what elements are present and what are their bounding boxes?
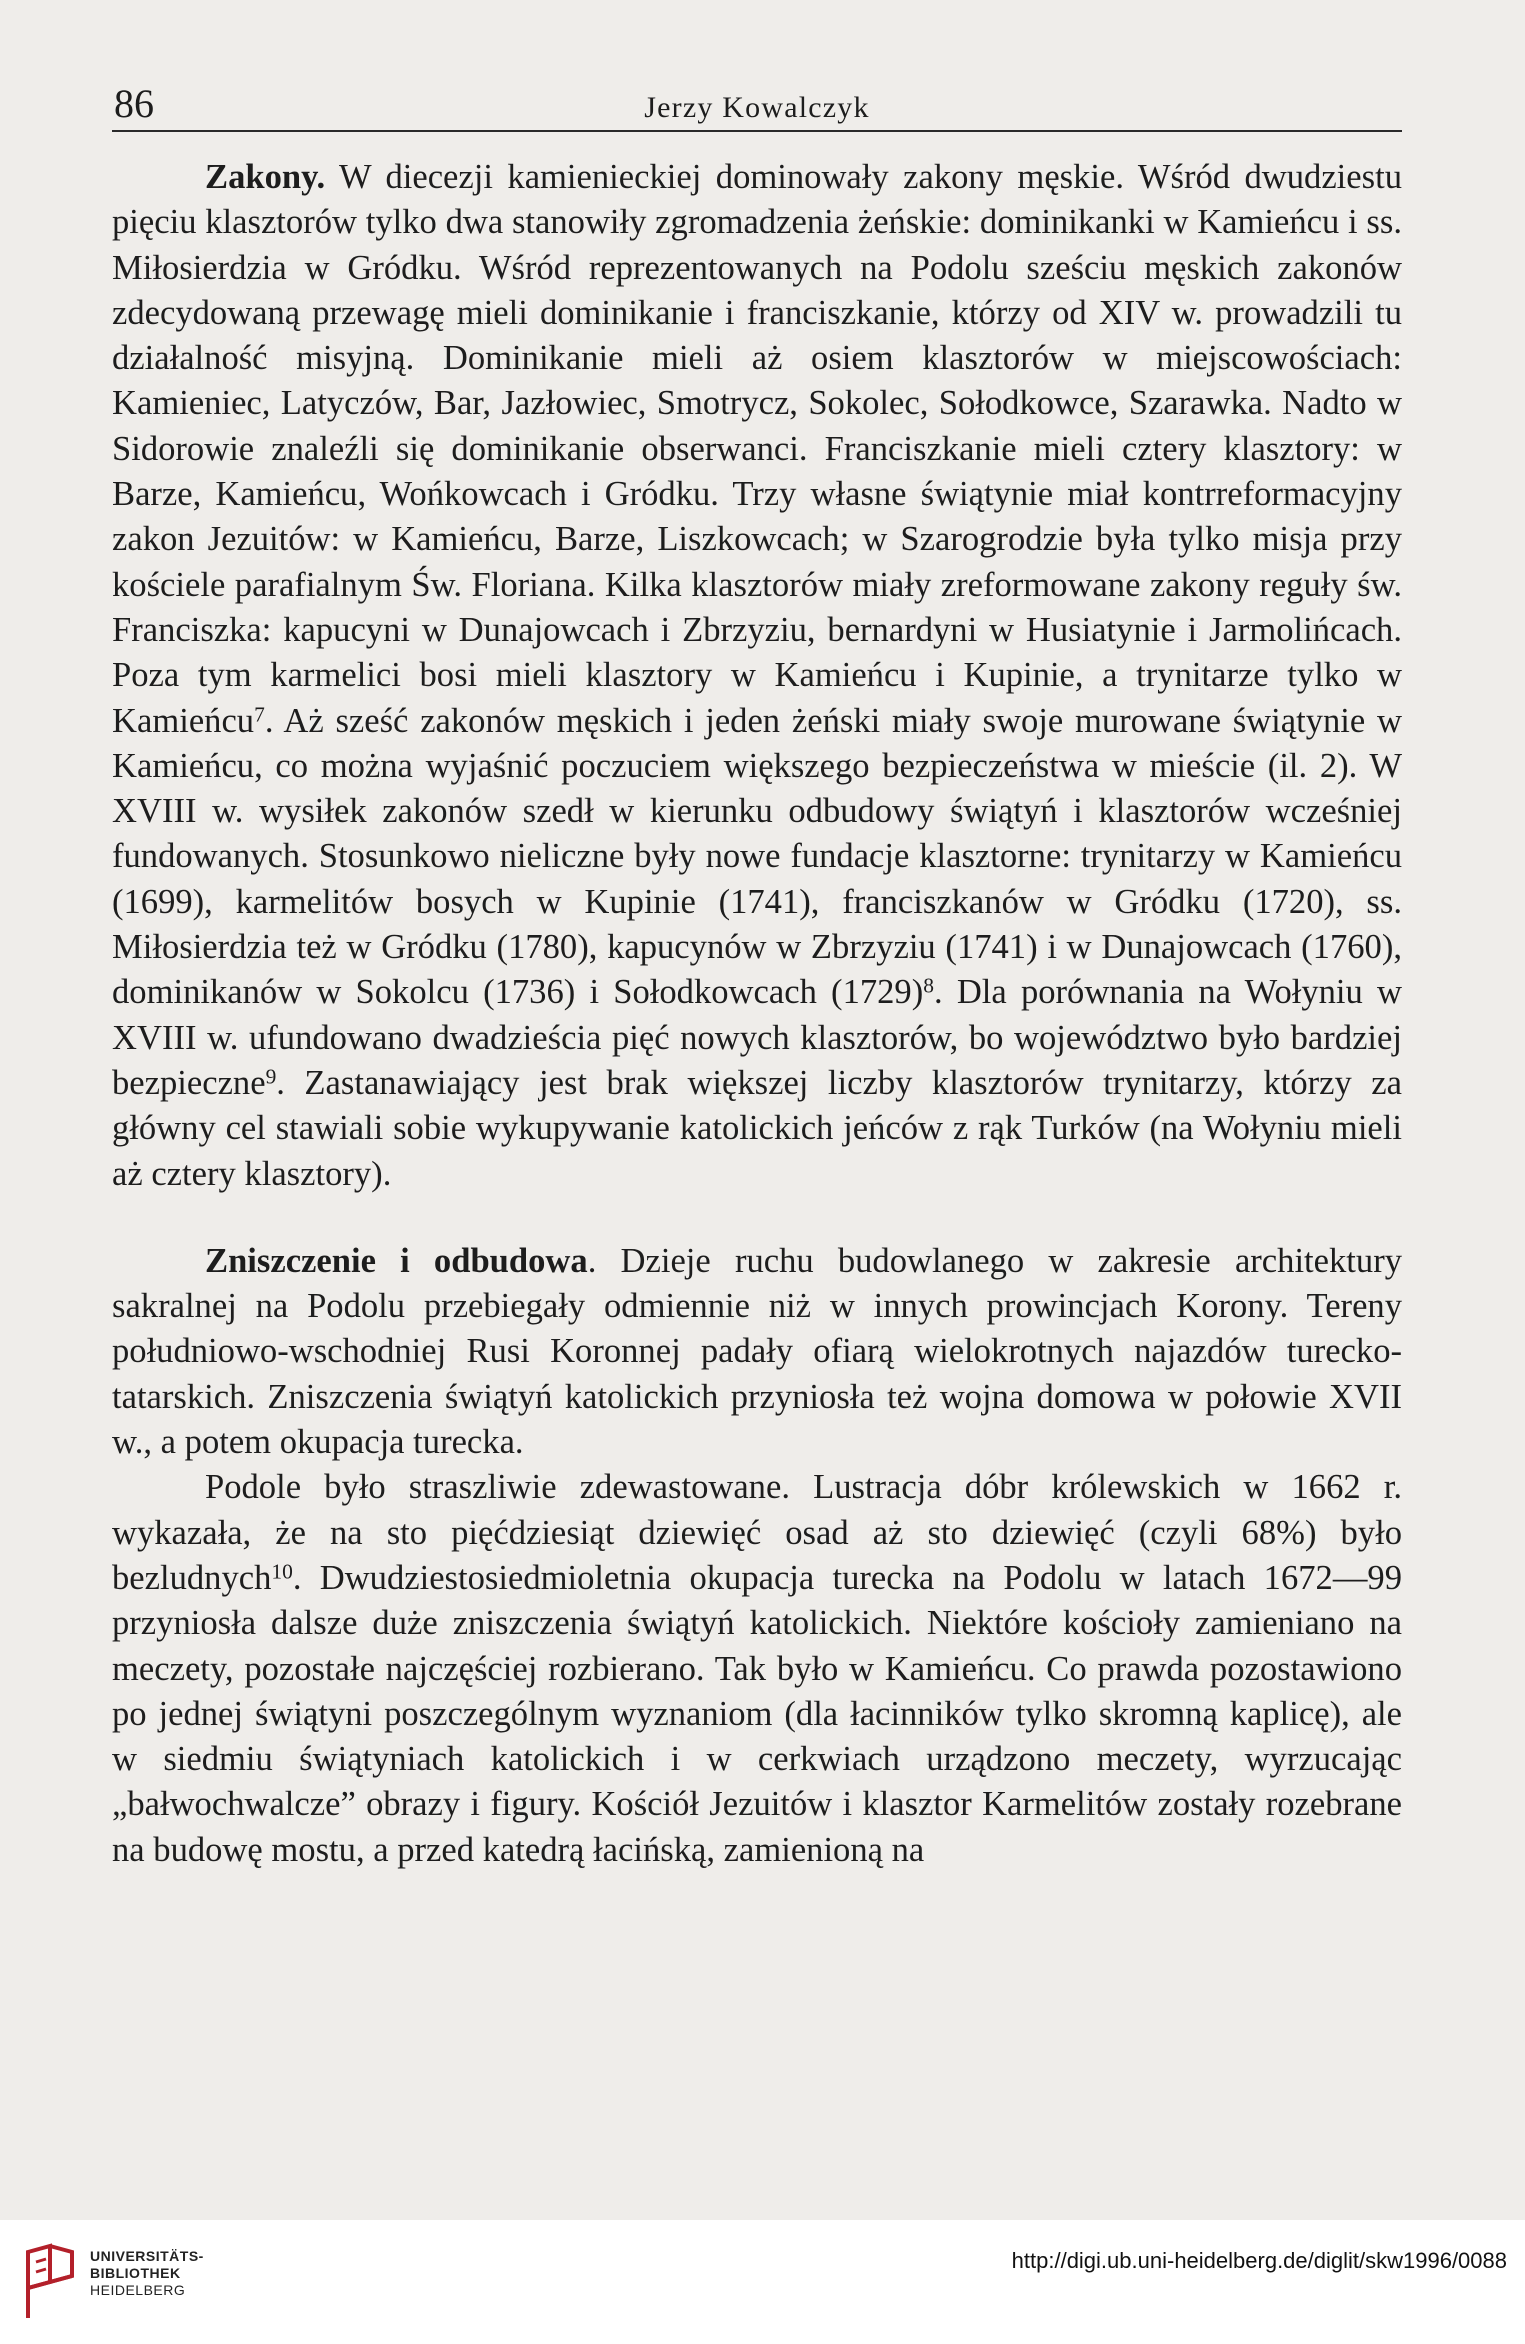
page-header	[112, 78, 1402, 132]
paragraph	[112, 1239, 1402, 1465]
ub-heidelberg-logo-icon	[20, 2242, 84, 2322]
footnote-ref: 8	[923, 973, 934, 998]
paragraph	[112, 155, 1402, 1197]
footnote-ref: 10	[271, 1559, 293, 1584]
text-run: W diecezji kamienieckiej dominowały zakony męskie. Wśród dwudziestu pięciu klasztorów tylko dwa stanowiły zgromadzenia żeńskie: dominikanki w Kamieńcu i ss. Miłosierdzia w Gródku. Wśród reprezentowanych na Podolu sześciu męskich zakonów zdecydowaną przewagę mieli dominikanie i franciszkanie, którzy od XIV w. prowadzili tu działalność misyjną. Dominikanie mieli aż osiem klasztorów w miejscowościach: Kamieniec, Latyczów, Bar, Jazłowiec, Smotrycz, Sokolec, Sołodkowce, Szarawka. Nadto w Sidorowie znaleźli się dominikanie obserwanci. Franciszkanie mieli cztery klasztory: w Barze, Kamieńcu, Wońkowcach i Gródku. Trzy własne świątynie miał kontrreformacyjny zakon Jezuitów: w Kamieńcu, Barze, Liszkowcach; w Szarogrodzie była tylko misja przy kościele parafialnym Św. Floriana. Kilka klasztorów miały zreformowane zakony reguły św. Franciszka: kapucyni w Dunajowcach i Zbrzyziu, bernardyni w Husiatynie i Jarmolińcach. Poza tym karmelici bosi mieli klasztory w Kamieńcu i Kupinie, a trynitarze tylko w Kamieńcu	[112, 158, 1402, 740]
section-heading: Zniszczenie i odbudowa	[205, 1241, 588, 1280]
page-number: 86	[114, 81, 154, 126]
text-run: Podole było straszliwie zdewastowane. Lustracja dóbr królewskich w 1662 r. wykazała, że na sto pięćdziesiąt dziewięć osad aż sto dziewięć (czyli 68%) było bezludnych	[112, 1468, 1402, 1597]
body-text	[112, 155, 1402, 1873]
footnote-ref: 9	[265, 1064, 277, 1089]
institution-line: HEIDELBERG	[90, 2282, 186, 2298]
institution-line: BIBLIOTHEK	[90, 2265, 181, 2281]
text-run: . Zastanawiający jest brak większej liczby klasztorów trynitarzy, którzy za główny cel stawiali sobie wykupywanie katolickich jeńców z rąk Turków (na Wołyniu mieli aż cztery klasztory).	[112, 1063, 1402, 1193]
text-run: . Dla porównania na Wołyniu w XVIII w. ufundowano dwadzieścia pięć nowych klasztorów, bo województwo było bardziej bezpieczne	[112, 973, 1402, 1102]
institution-name	[90, 2248, 204, 2299]
text-run: . Aż sześć zakonów męskich i jeden żeński miały swoje murowane świątynie w Kamieńcu, co można wyjaśnić poczuciem większego bezpieczeństwa w mieście (il. 2). W XVIII w. wysiłek zakonów szedł w kierunku odbudowy świątyń i klasztorów wcześniej fundowanych. Stosunkowo nieliczne były nowe fundacje klasztorne: trynitarzy w Kamieńcu (1699), karmelitów bosych w Kupinie (1741), franciszkanów w Gródku (1720), ss. Miłosierdzia też w Gródku (1780), kapucynów w Zbrzyziu (1741) i w Dunajowcach (1760), dominikanów w Sokolcu (1736) i Sołodkowcach (1729)	[112, 701, 1402, 1012]
source-url-link[interactable]: http://digi.ub.uni-heidelberg.de/diglit/skw1996/0088	[1011, 2248, 1507, 2273]
paragraph	[112, 1465, 1402, 1873]
footer	[0, 2220, 1525, 2344]
text-run: . Dzieje ruchu budowlanego w zakresie architektury sakralnej na Podolu przebiegały odmiennie niż w innych prowincjach Korony. Tereny południowo-wschodniej Rusi Koronnej padały ofiarą wielokrotnych najazdów turecko-tatarskich. Zniszczenia świątyń katolickich przyniosła też wojna domowa w połowie XVII w., a potem okupacja turecka.	[112, 1241, 1402, 1462]
section-heading: Zakony.	[205, 158, 326, 196]
text-run: . Dwudziestosiedmioletnia okupacja turecka na Podolu w latach 1672—99 przyniosła dalsze duże zniszczenia świątyń katolickich. Niektóre kościoły zamieniano na meczety, pozostałe najczęściej rozbierano. Tak było w Kamieńcu. Co prawda pozostawiono po jednej świątyni poszczególnym wyznaniom (dla łacinników tylko skromną kaplicę), ale w siedmiu świątyniach katolickich i w cerkwiach urządzono meczety, wyrzucając „bałwochwalcze” obrazy i figury. Kościół Jezuitów i klasztor Karmelitów zostały rozebrane na budowę mostu, a przed katedrą łacińską, zamienioną na	[112, 1558, 1402, 1869]
footnote-ref: 7	[254, 701, 265, 726]
institution-line: UNIVERSITÄTS-	[90, 2248, 204, 2264]
running-head: Jerzy Kowalczyk	[644, 91, 870, 124]
